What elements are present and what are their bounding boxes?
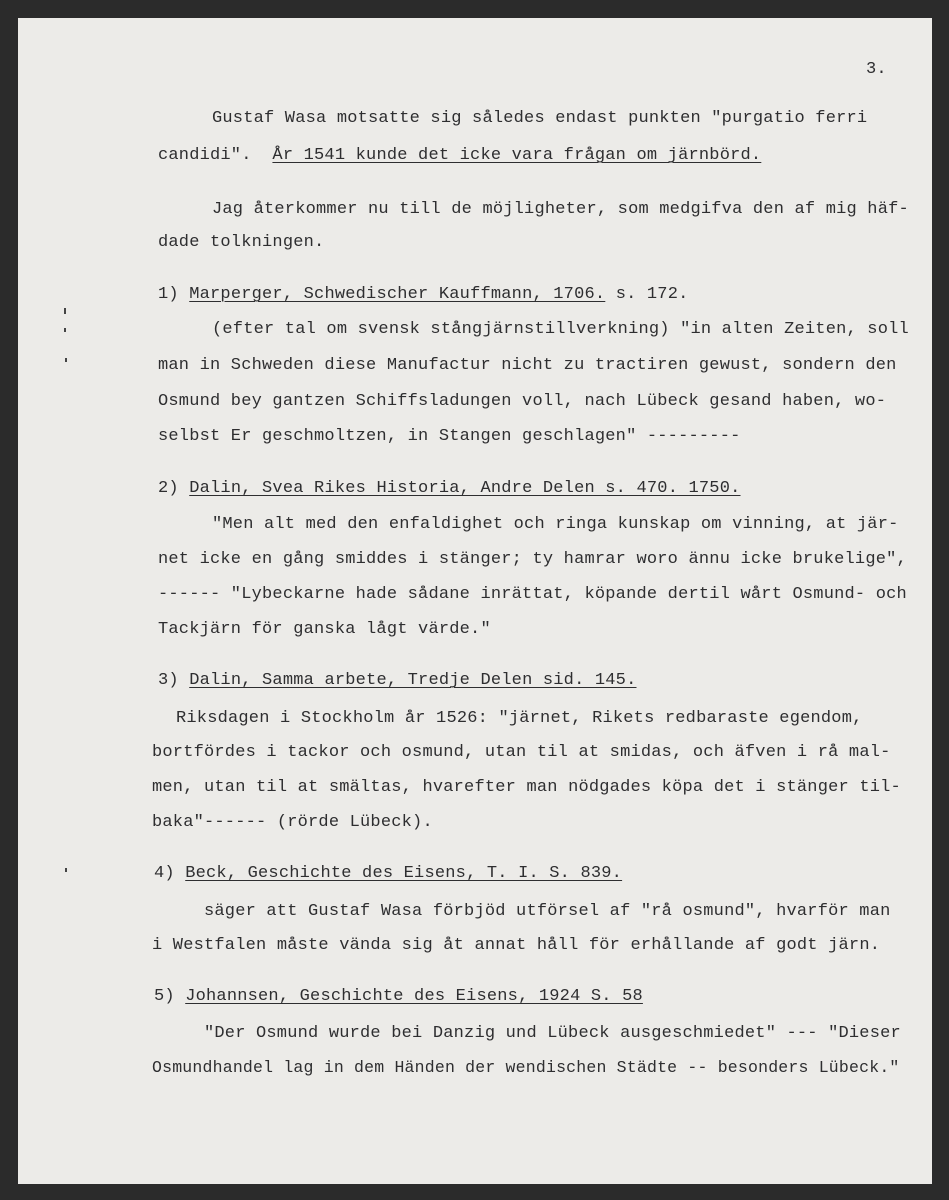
ref2-line4: Tackjärn för ganska lågt värde." [158, 620, 491, 639]
ref3-line1: Riksdagen i Stockholm år 1526: "järnet, Rikets redbaraste egendom, [176, 709, 863, 728]
ref3-line3: men, utan til at smältas, hvarefter man nödgades köpa det i stänger til- [152, 778, 901, 797]
ref5-heading [154, 987, 643, 1006]
ref2-citation: Dalin, Svea Rikes Historia, Andre Delen s. 470. 1750. [189, 479, 741, 498]
ref3-line2: bortfördes i tackor och osmund, utan til at smidas, och äfven i rå mal- [152, 743, 891, 762]
para2-line1: Jag återkommer nu till de möjligheter, som medgifva den af mig häf- [212, 200, 909, 219]
ref5-number: 5) [154, 987, 186, 1006]
ref2-line1: "Men alt med den enfaldighet och ringa kunskap om vinning, at jär- [212, 515, 899, 534]
ref4-line1: säger att Gustaf Wasa förbjöd utförsel af "rå osmund", hvarför man [204, 902, 891, 921]
document-page [18, 18, 932, 1184]
ref2-line2: net icke en gång smiddes i stänger; ty hamrar woro ännu icke brukelige", [158, 550, 907, 569]
ref2-number: 2) [158, 479, 190, 498]
ref2-line3: ------ "Lybeckarne hade sådane inrättat, köpande dertil wårt Osmund- och [158, 585, 907, 604]
ref5-line2: Osmundhandel lag in dem Händen der wendischen Städte -- besonders Lübeck." [152, 1058, 900, 1077]
ref3-citation: Dalin, Samma arbete, Tredje Delen sid. 145. [189, 671, 637, 690]
ref5-line1: "Der Osmund wurde bei Danzig und Lübeck ausgeschmiedet" --- "Dieser [204, 1024, 901, 1043]
ref1-line1: (efter tal om svensk stångjärnstillverkning) "in alten Zeiten, soll [212, 320, 909, 339]
para2-line2: dade tolkningen. [158, 233, 325, 252]
ref5-citation: Johannsen, Geschichte des Eisens, 1924 S. 58 [185, 987, 643, 1006]
ref3-line4: baka"------ (rörde Lübeck). [152, 813, 433, 832]
ref2-heading [158, 479, 741, 498]
ref1-line4: selbst Er geschmoltzen, in Stangen geschlagen" --------- [158, 427, 741, 446]
para1-line2-start: candidi". [158, 146, 273, 165]
para1-line1: Gustaf Wasa motsatte sig således endast punkten "purgatio ferri [212, 109, 868, 128]
ref1-line3: Osmund bey gantzen Schiffsladungen voll, nach Lübeck gesand haben, wo- [158, 392, 887, 411]
ref4-citation: Beck, Geschichte des Eisens, T. I. S. 839. [185, 864, 623, 883]
ref1-citation: Marperger, Schwedischer Kauffmann, 1706. [189, 285, 606, 304]
margin-mark [64, 308, 66, 314]
ref1-line2: man in Schweden diese Manufactur nicht zu tractiren gewust, sondern den [158, 356, 897, 375]
ref1-citation-tail: s. 172. [605, 285, 689, 304]
ref1-heading [158, 285, 689, 304]
page-number: 3. [866, 60, 887, 79]
margin-mark [65, 868, 67, 872]
ref4-number: 4) [154, 864, 186, 883]
ref4-heading [154, 864, 622, 883]
margin-mark [65, 358, 67, 362]
ref3-number: 3) [158, 671, 190, 690]
ref1-number: 1) [158, 285, 190, 304]
para1-line2 [158, 146, 761, 165]
para1-line2-underlined: År 1541 kunde det icke vara frågan om järnbörd. [272, 146, 762, 165]
ref3-heading [158, 671, 637, 690]
ref4-line2: i Westfalen måste vända sig åt annat håll för erhållande af godt järn. [152, 936, 881, 955]
margin-mark [64, 328, 66, 332]
